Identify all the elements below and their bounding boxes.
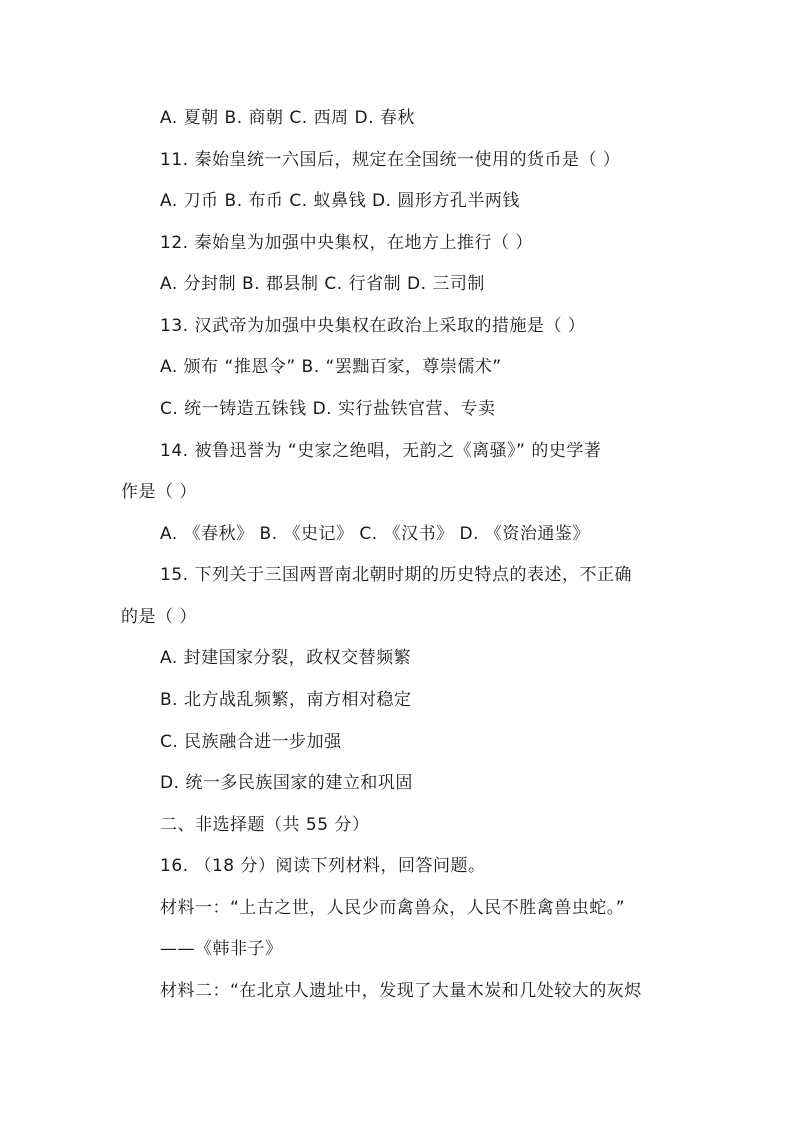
- material-one: 材料一：“上古之世，人民少而禽兽众，人民不胜禽兽虫蛇。”: [160, 898, 626, 918]
- q14-stem: 14. 被鲁迅誉为 “史家之绝唱，无韵之《离骚》” 的史学著: [160, 441, 602, 461]
- q10-options: A. 夏朝 B. 商朝 C. 西周 D. 春秋: [160, 108, 415, 128]
- q15-option-c: C. 民族融合进一步加强: [160, 732, 342, 752]
- q15-option-d: D. 统一多民族国家的建立和巩固: [160, 773, 413, 793]
- q11-options: A. 刀币 B. 布币 C. 蚁鼻钱 D. 圆形方孔半两钱: [160, 191, 520, 211]
- q13-stem: 13. 汉武帝为加强中央集权在政治上采取的措施是（ ）: [160, 316, 586, 336]
- material-two: 材料二：“在北京人遗址中，发现了大量木炭和几处较大的灰烬: [160, 981, 642, 1001]
- q13-options-ab: A. 颁布 “推恩令” B. “罢黜百家，尊崇儒术”: [160, 357, 502, 377]
- q14-stem-cont: 作是（ ）: [121, 482, 197, 502]
- q16-stem: 16. （18 分）阅读下列材料，回答问题。: [160, 856, 486, 876]
- q13-options-cd: C. 统一铸造五铢钱 D. 实行盐铁官营、专卖: [160, 399, 496, 419]
- q11-stem: 11. 秦始皇统一六国后，规定在全国统一使用的货币是（ ）: [160, 150, 621, 170]
- q15-option-b: B. 北方战乱频繁，南方相对稳定: [160, 690, 412, 710]
- material-one-source: ——《韩非子》: [160, 939, 283, 959]
- q12-options: A. 分封制 B. 郡县制 C. 行省制 D. 三司制: [160, 274, 485, 294]
- section-heading: 二、非选择题（共 55 分）: [160, 815, 370, 835]
- q15-option-a: A. 封建国家分裂，政权交替频繁: [160, 648, 412, 668]
- q15-stem: 15. 下列关于三国两晋南北朝时期的历史特点的表述，不正确: [160, 565, 632, 585]
- q14-options: A. 《春秋》 B. 《史记》 C. 《汉书》 D. 《资治通鉴》: [160, 524, 590, 544]
- q15-stem-cont: 的是（ ）: [121, 607, 197, 627]
- q12-stem: 12. 秦始皇为加强中央集权，在地方上推行（ ）: [160, 233, 533, 253]
